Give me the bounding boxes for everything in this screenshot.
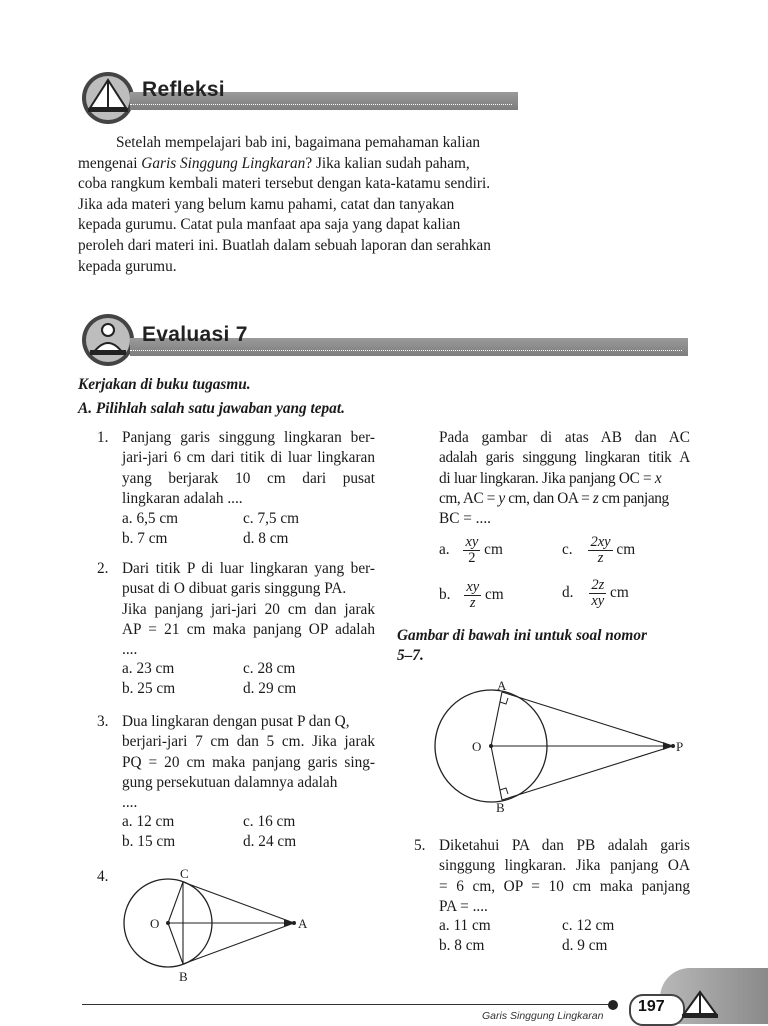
option-b[interactable]: b. 7 cm — [122, 530, 168, 547]
tangent-pa — [502, 692, 673, 746]
tangent-figure — [428, 680, 698, 816]
question-number: 2. — [97, 560, 109, 577]
option-b[interactable]: b. 15 cm — [122, 833, 176, 850]
segment-ob — [168, 923, 183, 964]
option-c[interactable]: c. 28 cm — [243, 660, 296, 677]
point-o — [489, 744, 493, 748]
segment-oc — [168, 882, 183, 923]
label-b: B — [179, 969, 188, 984]
option-d[interactable]: d. 29 cm — [243, 680, 297, 697]
point-o — [166, 921, 170, 925]
label-a: A — [298, 916, 308, 931]
option-c[interactable]: c. $\frac{2xy}{z}$ cm — [562, 534, 636, 566]
footer-chapter-title: Garis Singgung Lingkaran — [482, 1010, 604, 1022]
question-4-text: Pada gambar di atas AB dan AC adalah garis singgung lingkaran titik A di luar lingkaran. Jika panjang OC = x cm, AC = y cm, dan OA = z cm panjang BC = .... — [439, 429, 690, 528]
tangent-pb — [502, 746, 673, 800]
label-c: C — [180, 866, 189, 881]
label-a: A — [497, 680, 507, 693]
option-a[interactable]: a. 23 cm — [122, 660, 175, 677]
evaluasi-section-icon — [78, 312, 138, 368]
option-a[interactable]: a. 12 cm — [122, 813, 175, 830]
option-a[interactable]: a. $\frac{xy}{2}$ cm — [439, 534, 503, 566]
tangent-ac — [183, 882, 294, 923]
question-number: 5. — [414, 837, 426, 854]
refleksi-section-icon — [78, 70, 138, 126]
right-angle-b — [500, 788, 508, 794]
question-number: 1. — [97, 429, 109, 446]
option-d[interactable]: d. 9 cm — [562, 937, 608, 954]
refleksi-paragraph: Setelah mempelajari bab ini, bagaimana pemahaman kalian mengenai Garis Singgung Lingkaran? Jika kalian sudah paham, coba rangkum kembali materi tersebut dengan kata-katamu sendiri. Jika ada materi yang belum kamu pahami, catat dan tanyakan kepada gurumu. Catat pula manfaat apa saja yang dapat kalian peroleh dari materi ini. Buatlah dalam sebuah laporan dan serahkan kepada gurumu. — [78, 134, 491, 275]
refleksi-title: Refleksi — [142, 78, 225, 101]
option-d[interactable]: d. 24 cm — [243, 833, 297, 850]
figure-caption: Gambar di bawah ini untuk soal nomor 5–7. — [397, 627, 647, 665]
label-o: O — [150, 916, 160, 931]
option-c[interactable]: c. 16 cm — [243, 813, 296, 830]
instruction: Kerjakan di buku tugasmu. — [78, 376, 251, 393]
option-a[interactable]: a. 6,5 cm — [122, 510, 179, 527]
option-b[interactable]: b. 25 cm — [122, 680, 176, 697]
option-a[interactable]: a. 11 cm — [439, 917, 491, 934]
segment-ob — [491, 746, 502, 800]
label-p: P — [676, 739, 684, 754]
section-a-heading: A. Pilihlah salah satu jawaban yang tepat. — [78, 400, 345, 417]
question-4-number: 4. — [97, 868, 109, 885]
option-d[interactable]: d. $\frac{2z}{xy}$ cm — [562, 577, 629, 609]
page-number: 197 — [638, 998, 665, 1015]
label-o: O — [472, 739, 482, 754]
option-c[interactable]: c. 7,5 cm — [243, 510, 300, 527]
footer-rule — [82, 1004, 610, 1005]
option-b[interactable]: b. $\frac{xy}{z}$ cm — [439, 579, 504, 611]
question-4-figure — [120, 862, 320, 987]
option-d[interactable]: d. 8 cm — [243, 530, 289, 547]
tangent-ab — [183, 923, 294, 964]
footer-ship-icon — [680, 988, 720, 1022]
option-c[interactable]: c. 12 cm — [562, 917, 615, 934]
arrow-a — [284, 919, 294, 927]
footer-dot-icon — [606, 998, 620, 1012]
option-b[interactable]: b. 8 cm — [439, 937, 485, 954]
segment-oa — [491, 692, 502, 746]
right-angle-a — [500, 698, 508, 704]
evaluasi-title: Evaluasi 7 — [142, 323, 248, 346]
arrow-p — [663, 742, 673, 750]
label-b: B — [496, 800, 505, 815]
question-number: 3. — [97, 713, 109, 730]
